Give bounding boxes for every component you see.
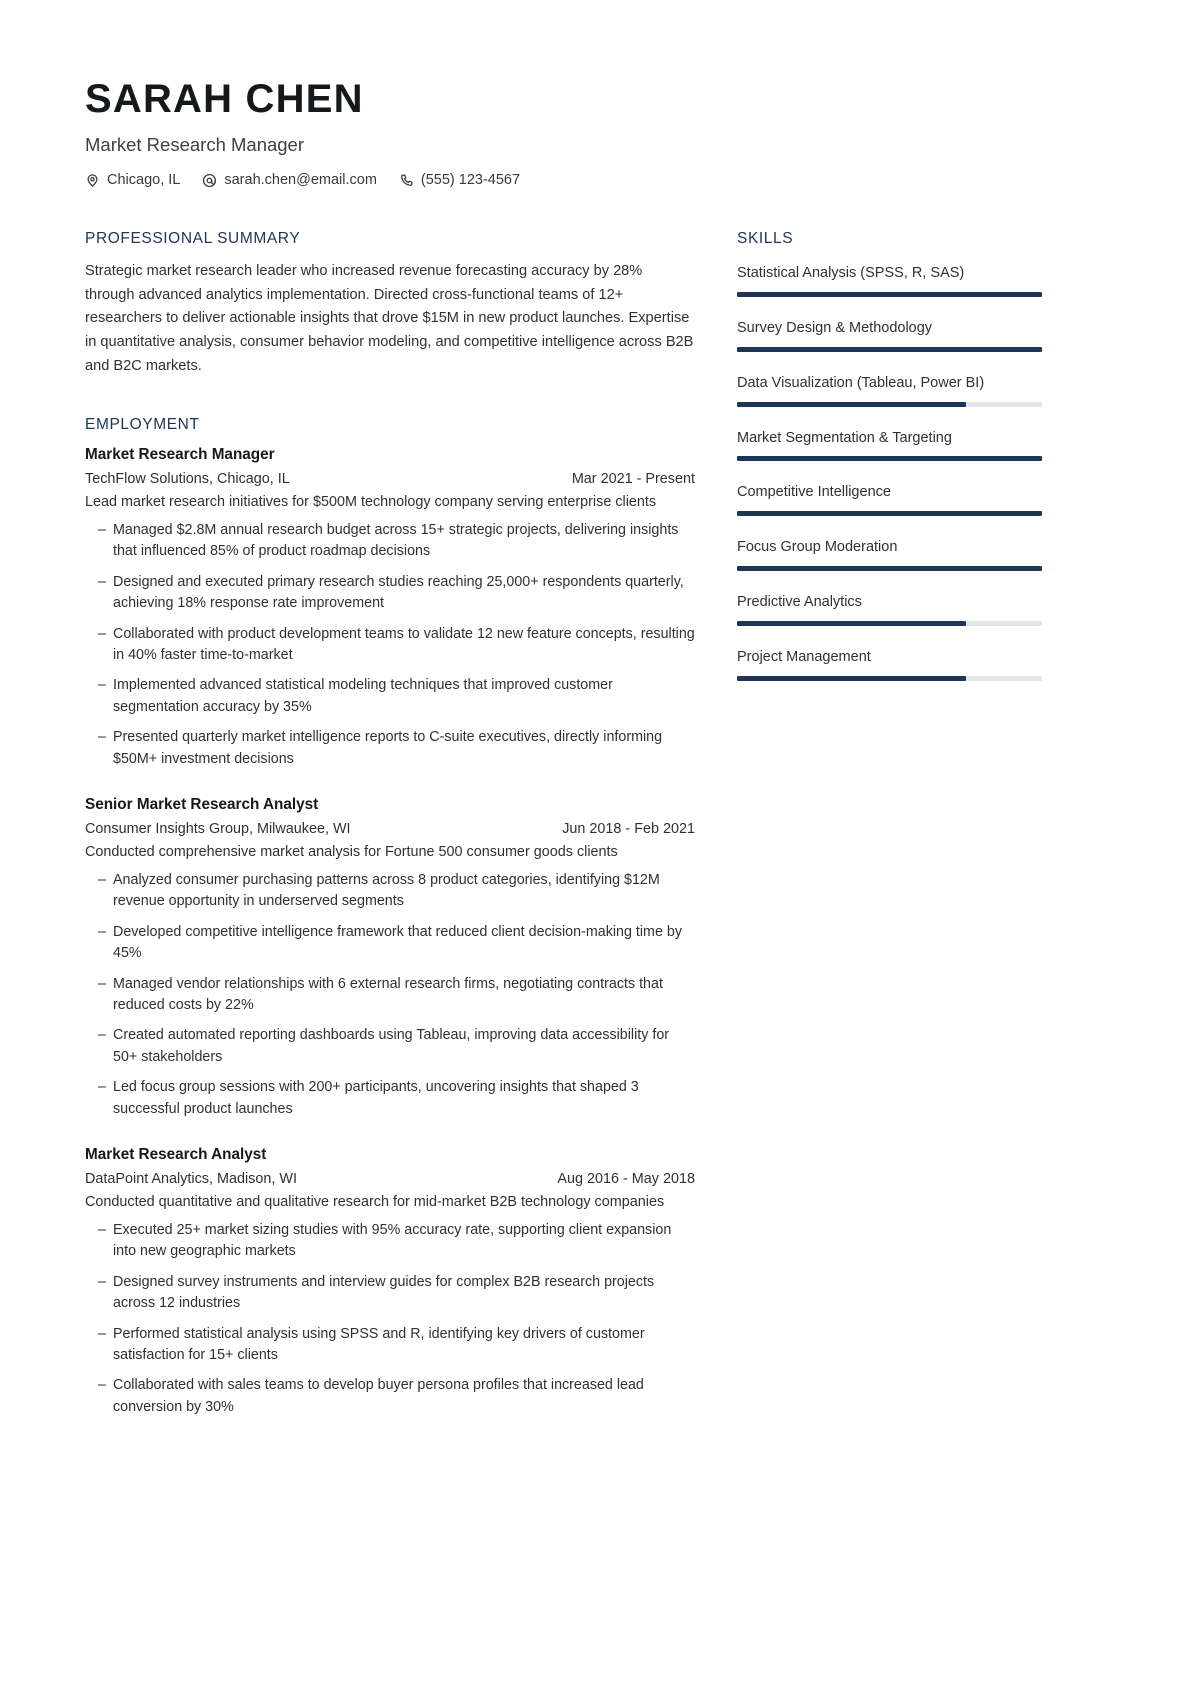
page-title: SARAH CHEN	[85, 77, 364, 121]
skill-bar-track	[737, 676, 1042, 681]
job-title-subheading: Market Research Manager	[85, 134, 305, 155]
skill-bar-fill	[737, 292, 1042, 297]
professional-summary-section	[85, 230, 695, 378]
summary-text: Strategic market research leader who increased revenue forecasting accuracy by 28% through advanced analytics implementation. Directed cross-functional teams of 12+ researchers to deliver actionable insights that drove $15M in new product launches. Expertise in quantitative analysis, consumer behavior modeling, and competitive intelligence across B2B and B2C markets.	[85, 263, 694, 374]
main-column	[85, 230, 695, 1444]
job-bullet: – Managed $2.8M annual research budget across 15+ strategic projects, delivering insights that influenced 85% of product roadmap decisions	[85, 520, 695, 563]
job-bullets	[85, 870, 695, 1120]
contact-row	[85, 172, 1115, 188]
job-bullet: – Presented quarterly market intelligence reports to C-suite executives, directly informing $50M+ investment decisions	[85, 727, 695, 770]
job-role: Market Research Analyst	[85, 1146, 267, 1164]
job-meta	[85, 471, 695, 487]
skill-bar-track	[737, 621, 1042, 626]
employment-section	[85, 416, 695, 1418]
job-dates: Aug 2016 - May 2018	[557, 1171, 695, 1188]
skill-item	[737, 264, 1042, 297]
skill-item	[737, 593, 1042, 626]
job-bullet: – Collaborated with product development teams to validate 12 new feature concepts, resulting in 40% faster time-to-market	[85, 624, 695, 667]
skill-bar-fill	[737, 347, 1042, 352]
skill-label: Project Management	[737, 648, 871, 665]
skill-bar-fill	[737, 402, 966, 407]
job-bullets	[85, 1220, 695, 1419]
contact-email-text: sarah.chen@email.com	[224, 172, 377, 188]
skill-item	[737, 319, 1042, 352]
job-company: Consumer Insights Group, Milwaukee, WI	[85, 821, 351, 838]
section-heading-skills: SKILLS	[737, 230, 794, 247]
job-bullet: – Created automated reporting dashboards using Tableau, improving data accessibility for 50+ stakeholders	[85, 1025, 695, 1068]
job-meta	[85, 1171, 695, 1187]
job-meta	[85, 821, 695, 837]
section-heading-employment: EMPLOYMENT	[85, 416, 200, 434]
job-description: Conducted quantitative and qualitative research for mid-market B2B technology companies	[85, 1194, 665, 1211]
job-company: TechFlow Solutions, Chicago, IL	[85, 471, 290, 488]
job-bullet: – Collaborated with sales teams to develop buyer persona profiles that increased lead conversion by 30%	[85, 1375, 695, 1418]
job-dates: Mar 2021 - Present	[571, 471, 695, 488]
skill-item	[737, 374, 1042, 407]
resume-body	[85, 230, 1115, 1444]
skill-bar-track	[737, 347, 1042, 352]
contact-location	[85, 172, 180, 188]
skill-bar-fill	[737, 676, 966, 681]
job-bullet: – Performed statistical analysis using SPSS and R, identifying key drivers of customer satisfaction for 15+ clients	[85, 1324, 695, 1367]
skill-item	[737, 483, 1042, 516]
email-icon	[202, 173, 217, 188]
skill-label: Market Segmentation & Targeting	[737, 429, 952, 446]
skill-bar-track	[737, 456, 1042, 461]
skill-label: Data Visualization (Tableau, Power BI)	[737, 374, 985, 391]
contact-phone-text: (555) 123-4567	[420, 172, 521, 188]
skill-label: Predictive Analytics	[737, 594, 862, 611]
job-company: DataPoint Analytics, Madison, WI	[85, 1171, 297, 1188]
job-bullet: – Designed survey instruments and interview guides for complex B2B research projects across 12 industries	[85, 1272, 695, 1315]
skill-bar-fill	[737, 621, 966, 626]
job-bullet: – Designed and executed primary research studies reaching 25,000+ respondents quarterly, achieving 18% response rate improvement	[85, 572, 695, 615]
job-bullet: – Executed 25+ market sizing studies with 95% accuracy rate, supporting client expansion into new geographic markets	[85, 1220, 695, 1263]
job-bullet: – Analyzed consumer purchasing patterns across 8 product categories, identifying $12M revenue opportunity in underserved segments	[85, 870, 695, 913]
job-description: Lead market research initiatives for $500M technology company serving enterprise clients	[85, 494, 657, 511]
section-heading-summary: PROFESSIONAL SUMMARY	[85, 230, 301, 247]
skill-bar-fill	[737, 456, 1042, 461]
job-role: Market Research Manager	[85, 446, 275, 464]
job-dates: Jun 2018 - Feb 2021	[562, 821, 695, 838]
job-bullet: – Developed competitive intelligence framework that reduced client decision-making time by 45%	[85, 922, 695, 965]
job-bullet: – Led focus group sessions with 200+ participants, uncovering insights that shaped 3 successful product launches	[85, 1077, 695, 1120]
contact-email	[202, 172, 377, 188]
employment-entry	[85, 1146, 695, 1418]
skill-bar-track	[737, 402, 1042, 407]
skill-bar-fill	[737, 566, 1042, 571]
employment-entry	[85, 796, 695, 1120]
skill-label: Statistical Analysis (SPSS, R, SAS)	[737, 265, 965, 281]
job-description: Conducted comprehensive market analysis for Fortune 500 consumer goods clients	[85, 844, 618, 861]
employment-entry	[85, 446, 695, 770]
skill-label: Focus Group Moderation	[737, 539, 898, 556]
skill-item	[737, 429, 1042, 462]
job-bullet: – Implemented advanced statistical modeling techniques that improved customer segmentation accuracy by 35%	[85, 675, 695, 718]
contact-location-text: Chicago, IL	[107, 172, 181, 188]
skill-bar-track	[737, 511, 1042, 516]
contact-phone	[399, 172, 520, 188]
job-bullet: – Managed vendor relationships with 6 external research firms, negotiating contracts that reduced costs by 22%	[85, 974, 695, 1017]
skill-label: Competitive Intelligence	[737, 484, 891, 501]
location-pin-icon	[85, 173, 100, 188]
skill-bar-track	[737, 566, 1042, 571]
skill-bar-fill	[737, 511, 1042, 516]
phone-icon	[399, 173, 414, 188]
skills-column	[737, 230, 1042, 703]
skill-item	[737, 648, 1042, 681]
skill-item	[737, 538, 1042, 571]
skill-label: Survey Design & Methodology	[737, 319, 933, 336]
job-bullets	[85, 520, 695, 770]
skill-bar-track	[737, 292, 1042, 297]
job-role: Senior Market Research Analyst	[85, 796, 319, 814]
